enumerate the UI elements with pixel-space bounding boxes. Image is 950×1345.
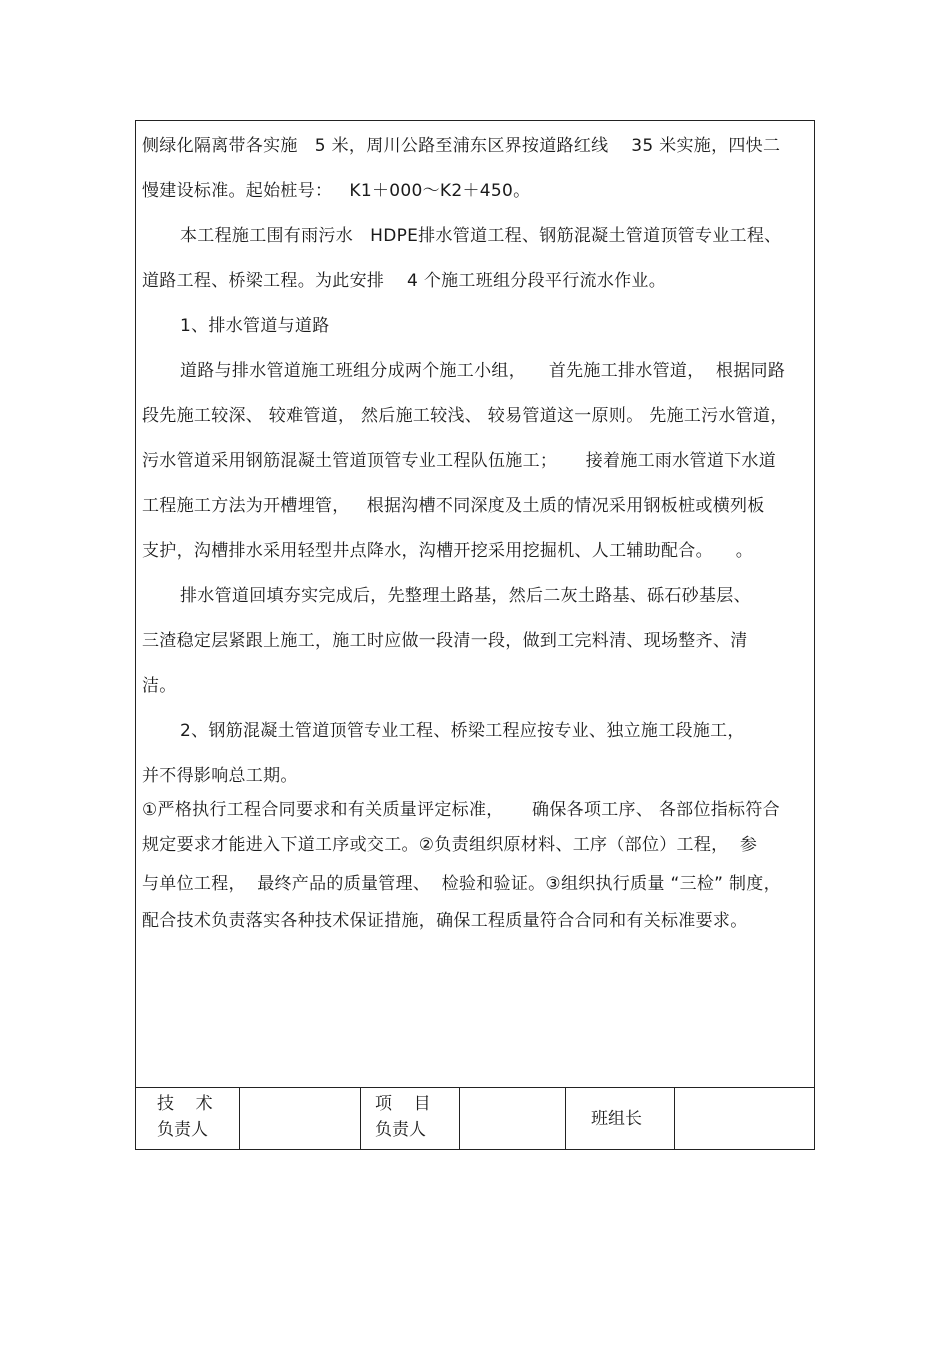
paragraph-line: 并不得影响总工期。 [142, 766, 298, 786]
section-heading: 2、钢筋混凝土管道顶管专业工程、桥梁工程应按专业、独立施工段施工， [180, 721, 745, 741]
tech-lead-label-line1: 技 术 [157, 1094, 213, 1114]
team-leader-signature-field[interactable] [675, 1088, 814, 1150]
paragraph-line: 三渣稳定层紧跟上施工，施工时应做一段清一段，做到工完料清、现场整齐、清 [142, 631, 748, 651]
project-lead-label-line2: 负责人 [375, 1120, 426, 1140]
section-heading: 1、排水管道与道路 [180, 316, 330, 336]
paragraph-line: 与单位工程， 最终产品的质量管理、 检验和验证。③组织执行质量 “三检” 制度， [142, 874, 781, 894]
paragraph-line: 支护，沟槽排水采用轻型井点降水，沟槽开挖采用挖掘机、人工辅助配合。 。 [142, 541, 754, 561]
team-leader-label-cell [566, 1088, 674, 1150]
paragraph-line: 道路与排水管道施工班组分成两个施工小组， 首先施工排水管道， 根据同路 [180, 361, 786, 381]
project-lead-signature-field[interactable] [460, 1088, 565, 1150]
project-lead-label-line1: 项 目 [375, 1094, 431, 1114]
paragraph-line: 道路工程、桥梁工程。为此安排 4 个施工班组分段平行流水作业。 [142, 271, 667, 291]
tech-lead-label-line2: 负责人 [157, 1120, 208, 1140]
signature-row [135, 1087, 815, 1150]
paragraph-line: 规定要求才能进入下道工序或交工。②负责组织原材料、工序（部位）工程， 参 [142, 835, 758, 855]
paragraph-line: 段先施工较深、 较难管道， 然后施工较浅、 较易管道这一原则。 先施工污水管道， [142, 406, 788, 426]
paragraph-line: 慢建设标准。起始桩号： K1＋000～K2＋450。 [142, 181, 531, 201]
paragraph-line: 配合技术负责落实各种技术保证措施，确保工程质量符合合同和有关标准要求。 [142, 911, 748, 931]
paragraph-line: ①严格执行工程合同要求和有关质量评定标准， 确保各项工序、 各部位指标符合 [142, 800, 780, 820]
team-leader-label: 班组长 [591, 1109, 642, 1129]
tech-lead-label-cell [135, 1088, 239, 1150]
paragraph-line: 本工程施工围有雨污水 HDPE排水管道工程、钢筋混凝土管道顶管专业工程、 [180, 226, 782, 246]
tech-lead-signature-field[interactable] [240, 1088, 360, 1150]
paragraph-line: 污水管道采用钢筋混凝土管道顶管专业工程队伍施工； 接着施工雨水管道下水道 [142, 451, 777, 471]
paragraph-line: 工程施工方法为开槽埋管， 根据沟槽不同深度及土质的情况采用钢板桩或横列板 [142, 496, 765, 516]
paragraph-line: 排水管道回填夯实完成后，先整理土路基，然后二灰土路基、砾石砂基层、 [180, 586, 751, 606]
paragraph-line: 侧绿化隔离带各实施 5 米，周川公路至浦东区界按道路红线 35 米实施，四快二 [142, 136, 781, 156]
paragraph-line: 洁。 [142, 676, 177, 696]
project-lead-label-cell [361, 1088, 459, 1150]
